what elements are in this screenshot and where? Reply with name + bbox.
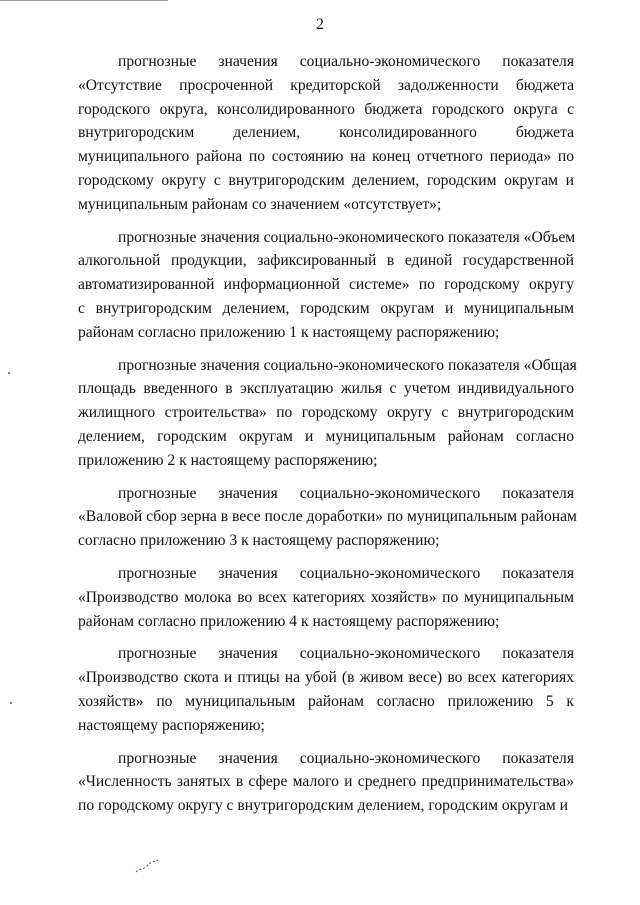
text-line: внутригородским делением, консолидированного бюджета bbox=[78, 124, 574, 142]
text-line: «Производство молока во всех категориях хозяйств» по муниципальным bbox=[78, 588, 574, 606]
text-line: площадь введенного в эксплуатацию жилья с учетом индивидуального bbox=[78, 380, 574, 398]
text-line: алкогольной продукции, зафиксированный в единой государственной bbox=[78, 252, 574, 270]
text-line: «Отсутствие просроченной кредиторской задолженности бюджета bbox=[78, 76, 574, 94]
text-line: «Производство скота и птицы на убой (в живом весе) во всех категориях bbox=[78, 669, 574, 687]
text-line: муниципальным районам со значением «отсутствует»; bbox=[78, 195, 442, 213]
text-line: городского округа, консолидированного бюджета городского округа с bbox=[78, 100, 574, 118]
top-left-rule bbox=[0, 0, 168, 1]
page-number: 2 bbox=[316, 16, 324, 33]
paragraph bbox=[78, 226, 574, 345]
text-line: прогнозные значения социально-экономического показателя bbox=[118, 484, 574, 502]
scan-speck bbox=[8, 372, 10, 374]
paragraph bbox=[78, 747, 574, 818]
text-line: жилищного строительства» по городскому округу с внутригородским bbox=[78, 404, 574, 422]
text-line: прогнозные значения социально-экономического показателя bbox=[118, 564, 574, 582]
text-line: муниципального района по состоянию на конец отчетного периода» по bbox=[78, 148, 574, 166]
text-line: прогнозные значения социально-экономического показателя bbox=[118, 53, 574, 70]
text-line: «Валовой сбор зерна в весе после доработки» по муниципальным районам bbox=[78, 508, 577, 526]
text-line: по городскому округу с внутригородским делением, городским округам и bbox=[78, 797, 569, 815]
text-line: районам согласно приложению 4 к настоящему распоряжению; bbox=[78, 612, 500, 630]
pen-mark bbox=[134, 858, 160, 874]
paragraph bbox=[78, 642, 574, 737]
paragraph bbox=[78, 482, 577, 553]
text-line: делением, городским округам и муниципальным районам согласно bbox=[78, 427, 574, 445]
paragraph bbox=[78, 354, 577, 473]
text-line: «Численность занятых в сфере малого и среднего предпринимательства» bbox=[78, 773, 574, 791]
text-line: прогнозные значения социально-экономического показателя «Объем bbox=[118, 228, 576, 246]
scan-speck bbox=[10, 702, 12, 704]
text-line: согласно приложению 3 к настоящему распоряжению; bbox=[78, 532, 440, 550]
paragraph bbox=[78, 50, 574, 217]
text-line: городскому округу с внутригородским делением, городским округам и bbox=[78, 171, 574, 189]
paragraph bbox=[78, 562, 574, 633]
text-line: приложению 2 к настоящему распоряжению; bbox=[78, 451, 378, 469]
text-line: прогнозные значения социально-экономического показателя bbox=[118, 749, 574, 767]
text-line: хозяйств» по муниципальным районам согласно приложению 5 к bbox=[78, 692, 574, 710]
text-line: с внутригородским делением, городским округам и муниципальным bbox=[78, 299, 574, 317]
text-line: районам согласно приложению 1 к настоящему распоряжению; bbox=[78, 323, 500, 341]
document-body bbox=[78, 50, 577, 827]
text-line: настоящему распоряжению; bbox=[78, 716, 265, 734]
text-line: прогнозные значения социально-экономического показателя «Общая bbox=[118, 356, 577, 374]
text-line: автоматизированной информационной системе» по городскому округу bbox=[78, 276, 574, 294]
text-line: прогнозные значения социально-экономического показателя bbox=[118, 645, 574, 663]
